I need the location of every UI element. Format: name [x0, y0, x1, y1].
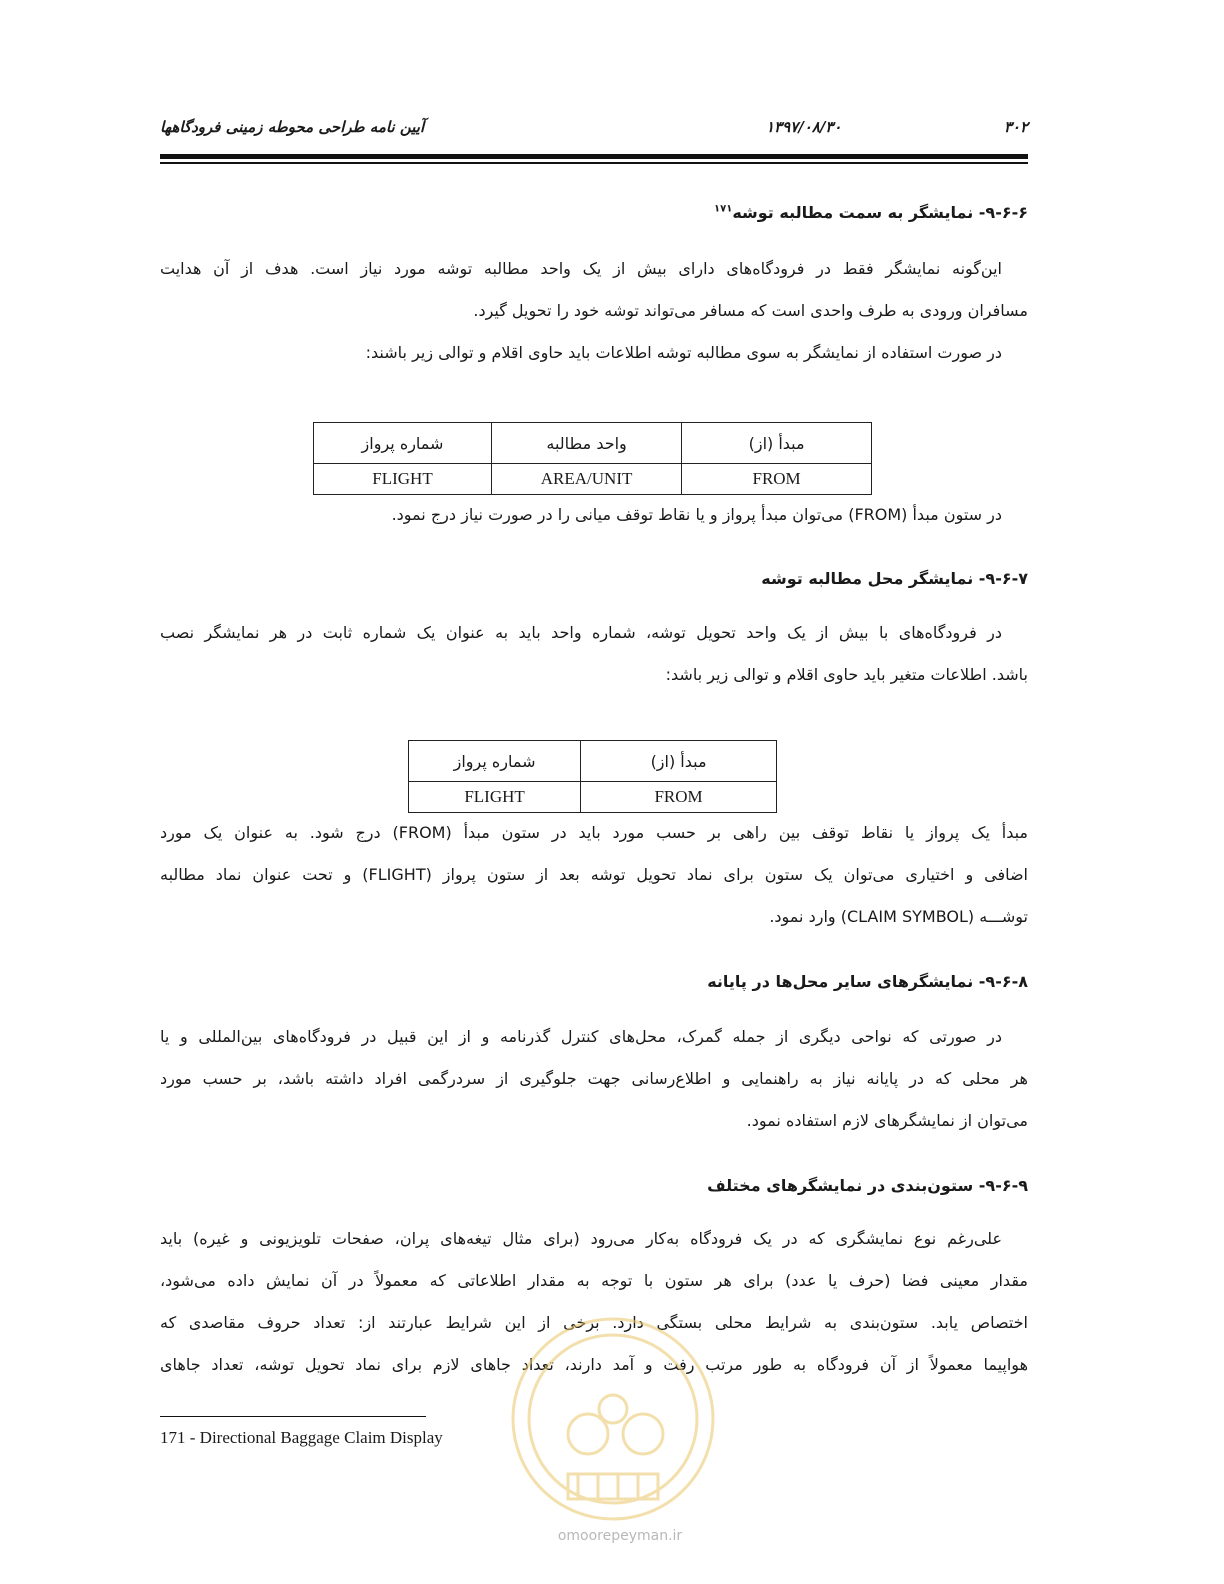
paragraph-line: مقدار معینی فضا (حرف یا عدد) برای هر ستون با توجه به مقدار اطلاعاتی که معمولاً در آن نمایش داده می‌شود،: [160, 1271, 1028, 1290]
paragraph-line: هر محلی که در پایانه نیاز به راهنمایی و اطلاع‌رسانی جهت جلوگیری از سردرگمی افراد داشته باشد، بر حسب مورد: [160, 1069, 1028, 1088]
table-header-en: FROM: [581, 782, 777, 813]
header-date: ۱۳۹۷/۰۸/۳۰: [766, 118, 842, 136]
paragraph-line: مسافران ورودی به طرف واحدی است که مسافر می‌تواند توشه خود را تحویل گیرد.: [473, 301, 1028, 320]
watermark-seal-icon: [508, 1314, 718, 1524]
paragraph-line: هواپیما معمولاً از آن فرودگاه به طور مرتب رفت و آمد دارند، تعداد جاهای لازم برای نماد تحویل توشه، تعداد جاهای: [160, 1355, 1028, 1374]
footnote-ref: ۱۷۱: [714, 203, 733, 215]
footnote: 171 - Directional Baggage Claim Display: [160, 1428, 443, 1447]
baggage-claim-table: [408, 740, 777, 813]
paragraph-line: در فرودگاه‌های با بیش از یک واحد تحویل توشه، شماره واحد باید به عنوان یک شماره ثابت در هر نمایشگر نصب: [160, 623, 1002, 642]
footnote-rule: [160, 1416, 426, 1417]
page-header: [160, 118, 1028, 142]
paragraph: [160, 612, 1028, 696]
paragraph-line: در صورت استفاده از نمایشگر به سوی مطالبه توشه اطلاعات باید حاوی اقلام و توالی زیر باشند:: [365, 343, 1002, 362]
header-rule-thin: [160, 162, 1028, 164]
paragraph-line: اضافی و اختیاری می‌توان یک ستون برای نماد تحویل توشه بعد از ستون پرواز (FLIGHT) و تحت عنوان نماد مطالبه: [160, 865, 1029, 884]
paragraph-line: می‌توان از نمایشگرهای لازم استفاده نمود.: [746, 1111, 1028, 1130]
section-heading-9-6-6: ۹-۶-۶- نمایشگر به سمت مطالبه توشه$^{۱۷۱}$: [714, 203, 1028, 222]
table-header-fa: شماره پرواز: [409, 741, 581, 782]
section-heading-9-6-8: ۹-۶-۸- نمایشگرهای سایر محل‌ها در پایانه: [707, 972, 1028, 991]
paragraph-line: باشد. اطلاعات متغیر باید حاوی اقلام و توالی زیر باشد:: [665, 665, 1028, 684]
table-header-fa: واحد مطالبه: [492, 423, 682, 464]
table-header-en: FLIGHT: [314, 464, 492, 495]
paragraph-line: توشـــه (CLAIM SYMBOL) وارد نمود.: [769, 907, 1028, 926]
paragraph: [160, 248, 1028, 374]
table-header-fa: مبدأ (از): [581, 741, 777, 782]
paragraph-line: در ستون مبدأ (FROM) می‌توان مبدأ پرواز و یا نقاط توقف میانی را در صورت نیاز درج نمود.: [391, 505, 1002, 524]
section-heading-9-6-7: ۹-۶-۷- نمایشگر محل مطالبه توشه: [761, 569, 1028, 588]
paragraph-line: در صورتی که نواحی دیگری از جمله گمرک، محل‌های کنترل گذرنامه و از این قبیل در فرودگاه‌های بین‌المللی و یا: [160, 1027, 1002, 1046]
header-rule-thick: [160, 154, 1028, 159]
paragraph: [160, 1016, 1028, 1142]
paragraph-line: اختصاص یابد. ستون‌بندی به شرایط محلی بستگی دارد. برخی از این شرایط عبارتند از: تعداد حروف مقاصدی که: [160, 1313, 1028, 1332]
table-header-en: FROM: [682, 464, 872, 495]
paragraph-line: علی‌رغم نوع نمایشگری که در یک فرودگاه به‌کار می‌رود (برای مثال تیغه‌های پران، صفحات تلویزیونی و غیره) باید: [160, 1229, 1002, 1248]
watermark-url: omoorepeyman.ir: [557, 1528, 683, 1544]
header-title: آیین نامه طراحی محوطه زمینی فرودگاهها: [160, 118, 425, 136]
paragraph: [160, 494, 1028, 536]
paragraph-line: این‌گونه نمایشگر فقط در فرودگاه‌های دارای بیش از یک واحد مطالبه توشه مورد نیاز است. هدف از آن هدایت: [160, 259, 1002, 278]
baggage-direction-table: [313, 422, 872, 495]
page-number: ۳۰۲: [1003, 118, 1028, 136]
table-header-fa: مبدأ (از): [682, 423, 872, 464]
paragraph: [160, 812, 1028, 938]
section-heading-9-6-9: ۹-۶-۹- ستون‌بندی در نمایشگرهای مختلف: [707, 1176, 1028, 1195]
table-header-en: AREA/UNIT: [492, 464, 682, 495]
paragraph-line: مبدأ یک پرواز یا نقاط توقف بین راهی بر حسب مورد باید در ستون مبدأ (FROM) درج شود. به عنوان یک مورد: [160, 823, 1028, 842]
table-header-en: FLIGHT: [409, 782, 581, 813]
table-header-fa: شماره پرواز: [314, 423, 492, 464]
